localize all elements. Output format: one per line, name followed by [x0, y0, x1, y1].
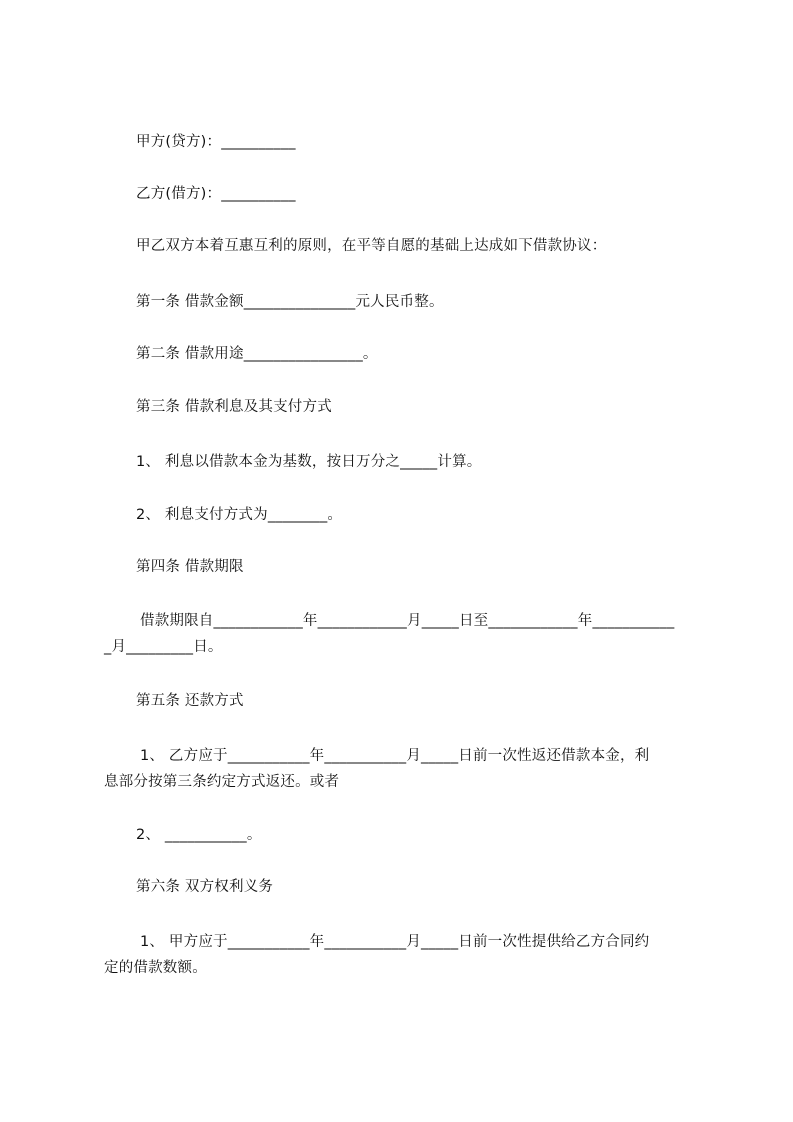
article-5-item-1-line-1: 1、 乙方应于___________年___________月_____日前一次性返还借款本金，利: [140, 748, 650, 764]
article-4-term-line-2: _月_________日。: [104, 639, 223, 655]
article-4-term-line-1: 借款期限自____________年____________月_____日至____________年___________: [140, 613, 675, 629]
article-6-item-1-line-1: 1、 甲方应于___________年___________月_____日前一次性提供给乙方合同约: [140, 934, 650, 950]
article-4-heading: 第四条 借款期限: [136, 559, 244, 575]
article-6-item-1-line-2: 定的借款数额。: [104, 960, 207, 976]
article-5-item-1-line-2: 息部分按第三条约定方式返还。或者: [104, 774, 340, 790]
party-b-line: 乙方(借方)：__________: [136, 186, 296, 202]
party-a-line: 甲方(贷方)：__________: [136, 134, 296, 150]
article-5-heading: 第五条 还款方式: [136, 693, 244, 709]
article-3-item-1: 1、 利息以借款本金为基数，按日万分之_____计算。: [136, 454, 482, 470]
article-3-item-2: 2、 利息支付方式为________。: [136, 507, 343, 523]
article-2-loan-purpose: 第二条 借款用途________________。: [136, 346, 378, 362]
article-5-item-2: 2、 ___________。: [136, 827, 262, 843]
article-1-loan-amount: 第一条 借款金额_______________元人民币整。: [136, 294, 444, 310]
article-6-heading: 第六条 双方权利义务: [136, 879, 274, 895]
article-3-heading: 第三条 借款利息及其支付方式: [136, 399, 332, 415]
agreement-intro: 甲乙双方本着互惠互利的原则，在平等自愿的基础上达成如下借款协议：: [136, 238, 607, 254]
